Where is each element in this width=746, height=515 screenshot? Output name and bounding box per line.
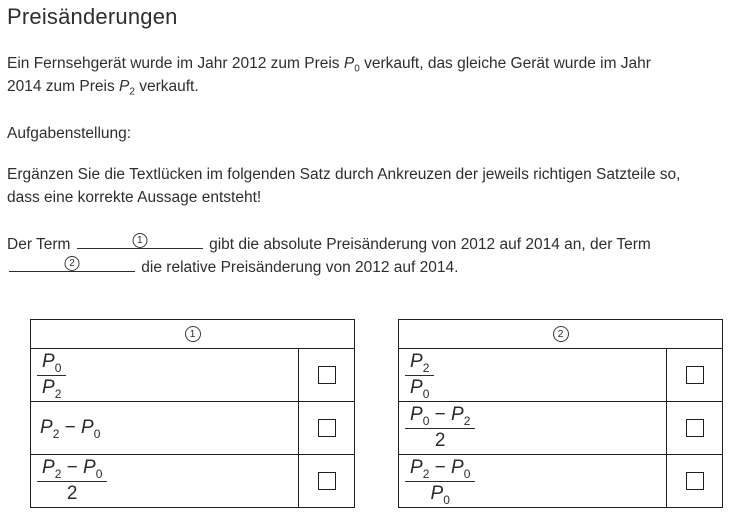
formula-cell: [399, 349, 667, 402]
formula-cell: [31, 349, 299, 402]
answer-checkbox[interactable]: [318, 472, 336, 490]
math-term: $P_2$: [119, 78, 135, 98]
formula-cell: [399, 402, 667, 455]
blank-2: [9, 258, 135, 272]
formula-cell: [31, 455, 299, 508]
fraction-formula: $\frac{P_2}{P_0}$: [405, 351, 434, 399]
table-body: [399, 349, 723, 508]
table-row: [399, 402, 723, 455]
term-formula: $P_2 - P_0$: [40, 417, 101, 441]
table-header-row: [31, 320, 355, 349]
circled-number-icon: [185, 326, 201, 342]
table-header-label: 1: [189, 327, 196, 340]
answer-checkbox[interactable]: [686, 366, 704, 384]
formula-cell: [31, 402, 299, 455]
blank-1: [77, 235, 203, 249]
intro-paragraph: Ein Fernsehgerät wurde im Jahr 2012 zum Preis $P_0$ verkauft, das gleiche Gerät wurde im Jahr 2014 zum Preis $P_2$ verkauft.: [7, 55, 651, 98]
term-table-2: [398, 319, 723, 508]
circled-number-icon: [553, 326, 569, 342]
fraction-formula: $\frac{P_2 - P_0}{P_0}$: [405, 457, 475, 505]
cloze-sentence: Der Term 1 gibt die absolute Preisänderung von 2012 auf 2014 an, der Term 2 die relative Preisänderung von 2012 auf 2014.: [7, 235, 651, 276]
fraction-formula: $\frac{P_0}{P_2}$: [37, 351, 66, 399]
answer-checkbox[interactable]: [318, 419, 336, 437]
task-heading: Aufgabenstellung:: [7, 125, 132, 142]
circled-number-icon: 2: [65, 256, 80, 271]
term-table-1: [30, 319, 355, 508]
table-header-label: 2: [557, 327, 564, 340]
table-header-cell: [31, 320, 355, 349]
task-instruction: Ergänzen Sie die Textlücken im folgenden Satz durch Ankreuzen der jeweils richtigen Satzteile so, dass eine korrekte Aussage entsteht!: [7, 166, 681, 206]
checkbox-cell: [667, 349, 723, 402]
table-row: [399, 455, 723, 508]
math-term: $P_0$: [343, 55, 360, 75]
table-row: [31, 402, 355, 455]
fraction-formula: $\frac{P_0 - P_2}{2}$: [405, 404, 475, 452]
answer-checkbox[interactable]: [318, 366, 336, 384]
checkbox-cell: [667, 455, 723, 508]
table-header-row: [399, 320, 723, 349]
answer-checkbox[interactable]: [686, 419, 704, 437]
checkbox-cell: [299, 455, 355, 508]
checkbox-cell: [299, 349, 355, 402]
table-row: [399, 349, 723, 402]
checkbox-cell: [667, 402, 723, 455]
table-row: [31, 455, 355, 508]
formula-cell: [399, 455, 667, 508]
table-body: [31, 349, 355, 508]
checkbox-cell: [299, 402, 355, 455]
circled-number-icon: 1: [132, 233, 147, 248]
table-row: [31, 349, 355, 402]
table-header-cell: [399, 320, 723, 349]
page-title: Preisänderungen: [7, 4, 178, 29]
fraction-formula: $\frac{P_2 - P_0}{2}$: [37, 457, 107, 505]
answer-checkbox[interactable]: [686, 472, 704, 490]
